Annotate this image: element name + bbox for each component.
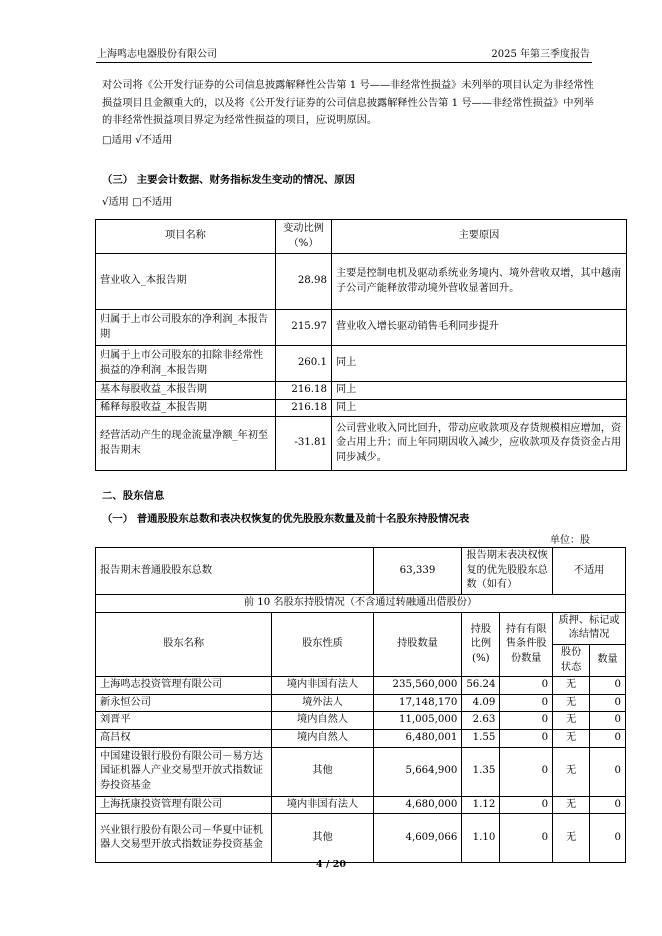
th-reason: 主要原因 (332, 220, 627, 254)
intro-applicability: □适用 √不适用 (102, 135, 173, 146)
th-pledge-count: 数量 (590, 644, 626, 676)
cell-holding-qty: 235,560,000 (373, 677, 462, 695)
cell-reason: 公司营业收入同比回升，带动应收款项及存货规模相应增加，资金占用上升；而上年同期因收入减少，应收款项及存货资金占用同步减少。 (332, 417, 627, 471)
header-divider (96, 62, 592, 63)
cell-ratio: 215.97 (276, 310, 332, 346)
total-holders-label: 报告期末普通股股东总数 (96, 548, 374, 595)
cell-pledge-count: 0 (590, 814, 626, 863)
cell-item: 经营活动产生的现金流量净额_年初至报告期末 (96, 417, 276, 471)
cell-pledge-count: 0 (590, 694, 626, 712)
table-row (96, 796, 626, 814)
header-company: 上海鸣志电器股份有限公司 (97, 49, 217, 60)
cell-reason: 主要是控制电机及驱动系统业务境内、境外营收双增，其中越南子公司产能释放带动境外营收显著回升。 (332, 254, 627, 310)
header-report-title: 2025 年第三季度报告 (491, 49, 590, 60)
cell-holder-nature: 境内非国有法人 (272, 677, 373, 695)
cell-share-status: 无 (553, 747, 590, 796)
th-restricted-shares: 持有有限售条件股份数量 (500, 612, 553, 676)
cell-holding-pct: 56.24 (462, 677, 500, 695)
th-holding-qty: 持股数量 (373, 612, 462, 676)
cell-holder-name: 刘晋平 (96, 712, 272, 730)
table-row (96, 694, 626, 712)
table-row (96, 382, 627, 400)
section3-applicability: √适用 □不适用 (102, 197, 173, 208)
cell-reason: 同上 (332, 346, 627, 382)
cell-share-status: 无 (553, 814, 590, 863)
cell-holding-qty: 6,480,001 (373, 729, 462, 747)
cell-holding-pct: 1.55 (462, 729, 500, 747)
cell-restricted: 0 (500, 694, 553, 712)
cell-holding-qty: 4,680,000 (373, 796, 462, 814)
table-row (96, 417, 627, 471)
pref-holders-label: 报告期末表决权恢复的优先股股东总数（如有） (462, 548, 553, 595)
cell-holder-nature: 境内自然人 (272, 712, 373, 730)
shareholders-table (95, 547, 626, 863)
table-row (96, 677, 626, 695)
cell-pledge-count: 0 (590, 677, 626, 695)
total-holders-value: 63,339 (373, 548, 462, 595)
cell-reason: 营业收入增长驱动销售毛利同步提升 (332, 310, 627, 346)
cell-restricted: 0 (500, 712, 553, 730)
cell-holding-pct: 1.10 (462, 814, 500, 863)
financial-change-table (95, 219, 627, 471)
cell-holding-qty: 5,664,900 (373, 747, 462, 796)
cell-share-status: 无 (553, 694, 590, 712)
cell-holding-qty: 4,609,066 (373, 814, 462, 863)
cell-holder-name: 兴业银行股份有限公司－华夏中证机器人交易型开放式指数证券投资基金 (96, 814, 272, 863)
table-row (96, 254, 627, 310)
shareholders-section-title: 二、股东信息 (102, 490, 165, 502)
table-row (96, 399, 627, 417)
th-holder-name: 股东名称 (96, 612, 272, 676)
cell-ratio: 28.98 (276, 254, 332, 310)
cell-item: 归属于上市公司股东的净利润_本报告期 (96, 310, 276, 346)
cell-holder-name: 上海鸣志投资管理有限公司 (96, 677, 272, 695)
th-item: 项目名称 (96, 220, 276, 254)
cell-pledge-count: 0 (590, 712, 626, 730)
unit-label: 单位：股 (550, 535, 590, 546)
shareholders-subtitle: （一） 普通股股东总数和表决权恢复的优先股股东数量及前十名股东持股情况表 (102, 513, 470, 525)
cell-holder-nature: 境内自然人 (272, 729, 373, 747)
cell-item: 营业收入_本报告期 (96, 254, 276, 310)
cell-pledge-count: 0 (590, 796, 626, 814)
cell-reason: 同上 (332, 382, 627, 400)
cell-restricted: 0 (500, 814, 553, 863)
table-row (96, 346, 627, 382)
cell-holding-qty: 11,005,000 (373, 712, 462, 730)
cell-holder-nature: 其他 (272, 747, 373, 796)
cell-restricted: 0 (500, 796, 553, 814)
cell-restricted: 0 (500, 729, 553, 747)
section3-title: （三） 主要会计数据、财务指标发生变动的情况、原因 (102, 174, 355, 186)
cell-restricted: 0 (500, 677, 553, 695)
cell-restricted: 0 (500, 747, 553, 796)
cell-reason: 同上 (332, 399, 627, 417)
table-row (96, 747, 626, 796)
th-share-status: 股份状态 (553, 644, 590, 676)
cell-ratio: 260.1 (276, 346, 332, 382)
table-row (96, 712, 626, 730)
cell-holder-nature: 其他 (272, 814, 373, 863)
cell-holding-pct: 1.35 (462, 747, 500, 796)
cell-holder-name: 高吕权 (96, 729, 272, 747)
cell-ratio: 216.18 (276, 382, 332, 400)
table-row (96, 729, 626, 747)
table-row (96, 310, 627, 346)
cell-holder-nature: 境内非国有法人 (272, 796, 373, 814)
th-holding-pct: 持股比例(%) (462, 612, 500, 676)
th-pledge: 质押、标记或冻结情况 (553, 612, 626, 644)
table-row (96, 814, 626, 863)
cell-pledge-count: 0 (590, 729, 626, 747)
cell-holder-name: 中国建设银行股份有限公司－易方达国证机器人产业交易型开放式指数证券投资基金 (96, 747, 272, 796)
th-ratio: 变动比例（%） (276, 220, 332, 254)
cell-pledge-count: 0 (590, 747, 626, 796)
top10-title: 前 10 名股东持股情况（不含通过转融通出借股份） (96, 594, 626, 612)
cell-holder-nature: 境外法人 (272, 694, 373, 712)
cell-item: 基本每股收益_本报告期 (96, 382, 276, 400)
cell-holding-qty: 17,148,170 (373, 694, 462, 712)
cell-holding-pct: 4.09 (462, 694, 500, 712)
cell-share-status: 无 (553, 712, 590, 730)
cell-share-status: 无 (553, 677, 590, 695)
cell-holding-pct: 1.12 (462, 796, 500, 814)
cell-holder-name: 上海抚康投资管理有限公司 (96, 796, 272, 814)
cell-ratio: -31.81 (276, 417, 332, 471)
cell-holding-pct: 2.63 (462, 712, 500, 730)
pref-holders-value: 不适用 (553, 548, 626, 595)
intro-paragraph: 对公司将《公开发行证券的公司信息披露解释性公告第 1 号——非经常性损益》未列举的项目认定为非经常性损益项目且金额重大的，以及将《公开发行证券的公司信息披露解释性公告第 1 号——非经常性损益》中列举的非经常性损益项目界定为经常性损益的项目，应说明原因。 (102, 80, 594, 127)
cell-item: 稀释每股收益_本报告期 (96, 399, 276, 417)
cell-holder-name: 新永恒公司 (96, 694, 272, 712)
cell-share-status: 无 (553, 796, 590, 814)
page-number: 4 / 20 (316, 859, 346, 870)
th-holder-nature: 股东性质 (272, 612, 373, 676)
cell-share-status: 无 (553, 729, 590, 747)
cell-ratio: 216.18 (276, 399, 332, 417)
cell-item: 归属于上市公司股东的扣除非经常性损益的净利润_本报告期 (96, 346, 276, 382)
